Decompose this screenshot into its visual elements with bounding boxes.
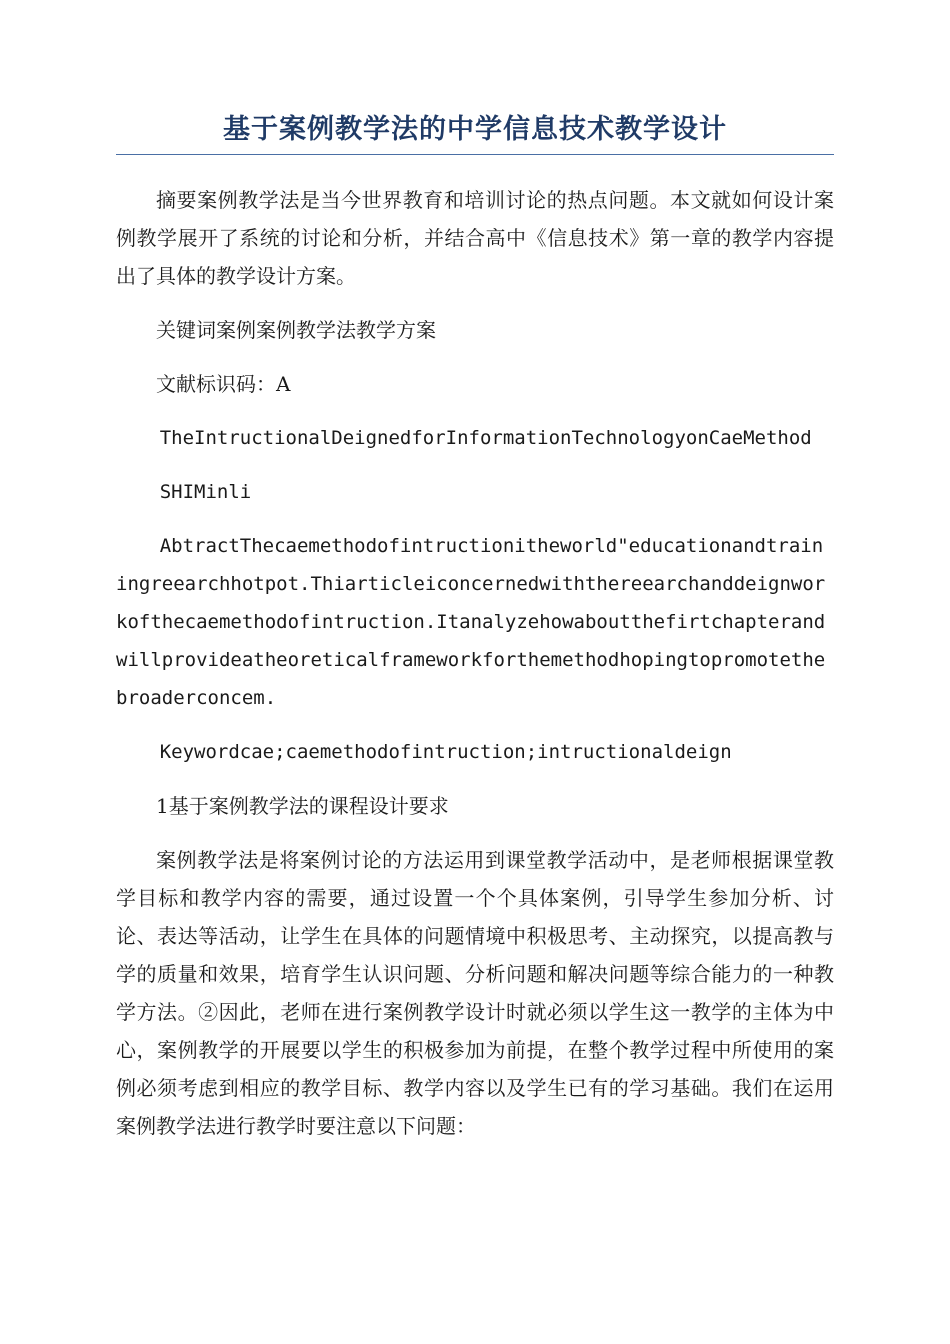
section-1-heading: 1基于案例教学法的课程设计要求 xyxy=(156,794,449,818)
document-title: 基于案例教学法的中学信息技术教学设计 xyxy=(116,112,834,155)
document-code: 文献标识码：A xyxy=(156,372,291,396)
document-page xyxy=(116,112,834,1145)
abstract-cn: 摘要案例教学法是当今世界教育和培训讨论的热点问题。本文就如何设计案例教学展开了系统的讨论和分析，并结合高中《信息技术》第一章的教学内容提出了具体的教学设计方案。 xyxy=(116,188,834,288)
abstract-en: AbtractThecaemethodofintructionitheworld"educationandtrainingreearchhotpot.Thiarticleiconcernedwiththereearchanddeignworkofthecaemethodofintruction.Itanalyzehowaboutthefirtchapterandwillprovideatheoreticalframeworkforthemethodhopingtopromotethebroaderconcem. xyxy=(116,535,826,709)
author-en: SHIMinli xyxy=(159,481,252,503)
keywords-en: Keywordcae;caemethodofintruction;intructionaldeign xyxy=(159,741,732,763)
keywords-cn: 关键词案例案例教学法教学方案 xyxy=(156,318,436,342)
title-en: TheIntructionalDeignedforInformationTechnologyonCaeMethod xyxy=(159,427,812,449)
section-1-body: 案例教学法是将案例讨论的方法运用到课堂教学活动中，是老师根据课堂教学目标和教学内容的需要，通过设置一个个具体案例，引导学生参加分析、讨论、表达等活动，让学生在具体的问题情境中积极思考、主动探究，以提高教与学的质量和效果，培育学生认识问题、分析问题和解决问题等综合能力的一种教学方法。②因此，老师在进行案例教学设计时就必须以学生这一教学的主体为中心，案例教学的开展要以学生的积极参加为前提，在整个教学过程中所使用的案例必须考虑到相应的教学目标、教学内容以及学生已有的学习基础。我们在运用案例教学法进行教学时要注意以下问题： xyxy=(116,848,834,1138)
